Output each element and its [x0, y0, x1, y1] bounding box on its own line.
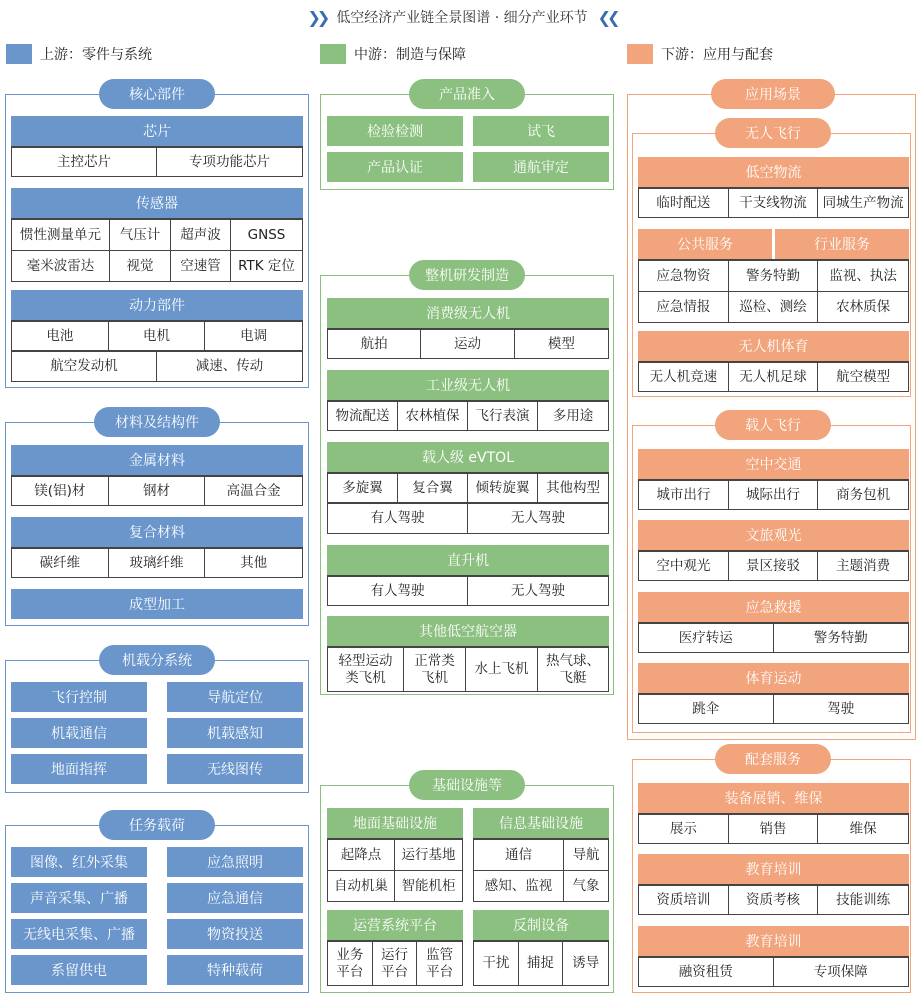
metal-table: [11, 475, 303, 506]
legend-midstream: [320, 44, 466, 64]
cell: 空速管: [171, 250, 231, 281]
cell: 运行平台: [373, 941, 418, 985]
counter-equipment-table: [473, 940, 609, 986]
cell: 航空模型: [818, 362, 908, 391]
block: 应急照明: [167, 847, 303, 877]
block: 通航审定: [473, 152, 609, 182]
cell: 城际出行: [729, 480, 819, 509]
cell: 毫米波雷达: [12, 250, 110, 281]
chevron-left-icon: ❮❮: [597, 7, 617, 27]
cell: 资质考核: [729, 885, 819, 914]
cell: 气压计: [110, 219, 171, 250]
logistics-table: [638, 187, 909, 218]
sports-table: [638, 693, 909, 724]
cell: 捕捉: [519, 941, 564, 985]
cell: 正常类飞机: [404, 647, 466, 691]
legend-swatch: [6, 44, 32, 64]
cell: 监管平台: [417, 941, 462, 985]
evtol-group: [327, 442, 609, 534]
cell: 无人机足球: [729, 362, 819, 391]
block: 无线图传: [167, 754, 303, 784]
cell: 其他构型: [538, 473, 608, 502]
cell: 专项功能芯片: [157, 147, 302, 176]
emergency-rescue-group: [638, 592, 909, 653]
sensor-group: [11, 188, 303, 282]
cell: 运行基地: [395, 839, 462, 870]
evtol-header: 载人级 eVTOL: [327, 442, 609, 472]
cell: 惯性测量单元: [12, 219, 110, 250]
legend-swatch: [320, 44, 346, 64]
sensor-header: 传感器: [11, 188, 303, 218]
cell: 航拍: [328, 329, 421, 358]
cell: 视觉: [110, 250, 171, 281]
page-title: [0, 6, 924, 28]
block: 检验检测: [327, 116, 463, 146]
cell: 警务特勤: [774, 623, 909, 652]
low-altitude-logistics-group: [638, 157, 909, 218]
info-infra-table: [473, 838, 609, 902]
block: 试飞: [473, 116, 609, 146]
cell: 通信: [474, 839, 564, 870]
service-table: [638, 259, 909, 323]
public-industry-service-group: [638, 229, 909, 323]
cell: 减速、传动: [157, 351, 302, 381]
materials-title: 材料及结构件: [94, 407, 220, 437]
infrastructure-title: 基础设施等: [409, 770, 525, 800]
cell: 资质培训: [639, 885, 729, 914]
equipment-table: [638, 813, 909, 844]
finance-group: [638, 926, 909, 987]
product-access-title: 产品准入: [409, 79, 525, 109]
block: 飞行控制: [11, 682, 147, 712]
cell: 碳纤维: [12, 548, 109, 577]
aircraft-rd-title: 整机研发制造: [409, 260, 525, 290]
tourism-header: 文旅观光: [638, 520, 909, 550]
tourism-table: [638, 550, 909, 581]
cell: 飞行表演: [468, 401, 538, 430]
cell: 同城生产物流: [818, 188, 908, 217]
counter-equipment-header: 反制设备: [473, 910, 609, 940]
cell: 无人机竞速: [639, 362, 729, 391]
cell: 有人驾驶: [328, 576, 468, 605]
info-infra-header: 信息基础设施: [473, 808, 609, 838]
education-table: [638, 884, 909, 915]
emergency-rescue-header: 应急救援: [638, 592, 909, 622]
block: 系留供电: [11, 955, 147, 985]
ground-infra-group: [327, 808, 463, 902]
air-traffic-group: [638, 449, 909, 510]
cell: 跳伞: [639, 694, 774, 723]
cell: 农林质保: [818, 291, 908, 322]
cell: 起降点: [328, 839, 395, 870]
sports-header: 体育运动: [638, 663, 909, 693]
finance-header: 教育培训: [638, 926, 909, 956]
chevron-right-icon: ❯❯: [307, 7, 327, 27]
power-table-row2: [11, 351, 303, 382]
payload-title: 任务载荷: [99, 810, 215, 840]
metal-header: 金属材料: [11, 445, 303, 475]
helicopter-header: 直升机: [327, 545, 609, 575]
cell: 电调: [205, 321, 302, 350]
cell: 应急物资: [639, 260, 729, 291]
cell: 钢材: [109, 476, 206, 505]
legend-swatch: [627, 44, 653, 64]
cell: 超声波: [171, 219, 231, 250]
drone-sports-table: [638, 361, 909, 392]
onboard-systems-grid: [11, 682, 303, 784]
cell: 空中观光: [639, 551, 729, 580]
cell: 气象: [564, 870, 608, 901]
cell: 融资租赁: [639, 957, 774, 986]
cell: 镁(铝)材: [12, 476, 109, 505]
consumer-drone-group: [327, 298, 609, 359]
cell: 专项保障: [774, 957, 909, 986]
cell: 无人驾驶: [468, 503, 608, 533]
finance-table: [638, 956, 909, 987]
evtol-table-row2: [327, 503, 609, 534]
power-table-row1: [11, 320, 303, 351]
cell: 巡检、测绘: [729, 291, 819, 322]
block: 机载通信: [11, 718, 147, 748]
cell: 玻璃纤维: [109, 548, 206, 577]
drone-sports-header: 无人机体育: [638, 331, 909, 361]
composite-group: [11, 517, 303, 578]
cell: 水上飞机: [466, 647, 538, 691]
chip-group: [11, 116, 303, 177]
cell: 维保: [818, 814, 908, 843]
ops-platform-table: [327, 940, 463, 986]
helicopter-group: [327, 545, 609, 606]
cell: RTK 定位: [231, 250, 302, 281]
cell: 展示: [639, 814, 729, 843]
onboard-systems-title: 机载分系统: [99, 645, 215, 675]
cell: 业务平台: [328, 941, 373, 985]
manned-flight-title: 载人飞行: [715, 410, 831, 440]
cell: 监视、执法: [818, 260, 908, 291]
cell: GNSS: [231, 219, 302, 250]
block: 导航定位: [167, 682, 303, 712]
equipment-header: 装备展销、维保: [638, 783, 909, 813]
other-aircraft-table: [327, 646, 609, 692]
cell: 多旋翼: [328, 473, 398, 502]
application-scenarios-title: 应用场景: [711, 79, 835, 109]
cell: 轻型运动类飞机: [328, 647, 404, 691]
cell: 自动机巢: [328, 870, 395, 901]
education-group: [638, 854, 909, 915]
legend-upstream: [6, 44, 152, 64]
block: 图像、红外采集: [11, 847, 147, 877]
cell: 智能机柜: [395, 870, 462, 901]
cell: 导航: [564, 839, 608, 870]
public-service-header: 公共服务: [638, 229, 772, 259]
block: 应急通信: [167, 883, 303, 913]
cell: 有人驾驶: [328, 503, 468, 533]
block: 声音采集、广播: [11, 883, 147, 913]
cell: 电池: [12, 321, 109, 350]
cell: 驾驶: [774, 694, 909, 723]
cell: 干支线物流: [729, 188, 819, 217]
cell: 警务特勤: [729, 260, 819, 291]
unmanned-flight-title: 无人飞行: [715, 118, 831, 148]
ops-platform-header: 运营系统平台: [327, 910, 463, 940]
composite-table: [11, 547, 303, 578]
ground-infra-header: 地面基础设施: [327, 808, 463, 838]
cell: 倾转旋翼: [468, 473, 538, 502]
cell: 临时配送: [639, 188, 729, 217]
consumer-header: 消费级无人机: [327, 298, 609, 328]
cell: 诱导: [563, 941, 608, 985]
legend-downstream: [627, 44, 773, 64]
product-access-grid: [327, 116, 609, 182]
cell: 复合翼: [398, 473, 468, 502]
cell: 销售: [729, 814, 819, 843]
industrial-header: 工业级无人机: [327, 370, 609, 400]
cell: 感知、监视: [474, 870, 564, 901]
drone-sports-group: [638, 331, 909, 392]
chip-header: 芯片: [11, 116, 303, 146]
industrial-table: [327, 400, 609, 431]
block: 物资投送: [167, 919, 303, 949]
cell: 干扰: [474, 941, 519, 985]
legend-label: 上游：零件与系统: [40, 47, 152, 63]
legend-label: 中游：制造与保障: [354, 47, 466, 63]
sensor-table: [11, 218, 303, 282]
block: 产品认证: [327, 152, 463, 182]
logistics-header: 低空物流: [638, 157, 909, 187]
payload-grid: [11, 847, 303, 985]
cell: 城市出行: [639, 480, 729, 509]
power-group: [11, 290, 303, 382]
consumer-table: [327, 328, 609, 359]
cell: 技能训练: [818, 885, 908, 914]
cell: 应急情报: [639, 291, 729, 322]
air-traffic-header: 空中交通: [638, 449, 909, 479]
tourism-group: [638, 520, 909, 581]
cell: 热气球、飞艇: [538, 647, 608, 691]
equipment-group: [638, 783, 909, 844]
cell: 模型: [515, 329, 608, 358]
composite-header: 复合材料: [11, 517, 303, 547]
chip-table: [11, 146, 303, 177]
block: 地面指挥: [11, 754, 147, 784]
sports-group: [638, 663, 909, 724]
service-headers: [638, 229, 909, 259]
core-components-title: 核心部件: [99, 79, 215, 109]
ops-platform-group: [327, 910, 463, 986]
title-text: 低空经济产业链全景图谱 · 细分产业环节: [336, 10, 588, 26]
legend-label: 下游：应用与配套: [661, 47, 773, 63]
education-header: 教育培训: [638, 854, 909, 884]
emergency-rescue-table: [638, 622, 909, 653]
info-infra-group: [473, 808, 609, 902]
air-traffic-table: [638, 479, 909, 510]
industry-service-header: 行业服务: [775, 229, 909, 259]
cell: 医疗转运: [639, 623, 774, 652]
counter-equipment-group: [473, 910, 609, 986]
industrial-drone-group: [327, 370, 609, 431]
cell: 高温合金: [205, 476, 302, 505]
cell: 运动: [421, 329, 514, 358]
cell: 多用途: [538, 401, 608, 430]
evtol-table-row1: [327, 472, 609, 503]
cell: 电机: [109, 321, 206, 350]
forming-block: 成型加工: [11, 589, 303, 619]
ground-infra-table: [327, 838, 463, 902]
cell: 主题消费: [818, 551, 908, 580]
other-aircraft-group: [327, 616, 609, 692]
cell: 商务包机: [818, 480, 908, 509]
power-header: 动力部件: [11, 290, 303, 320]
cell: 其他: [205, 548, 302, 577]
cell: 农林植保: [398, 401, 468, 430]
cell: 航空发动机: [12, 351, 157, 381]
block: 无线电采集、广播: [11, 919, 147, 949]
cell: 物流配送: [328, 401, 398, 430]
metal-group: [11, 445, 303, 506]
cell: 主控芯片: [12, 147, 157, 176]
cell: 景区接驳: [729, 551, 819, 580]
cell: 无人驾驶: [468, 576, 608, 605]
other-aircraft-header: 其他低空航空器: [327, 616, 609, 646]
helicopter-table: [327, 575, 609, 606]
block: 特种载荷: [167, 955, 303, 985]
support-services-title: 配套服务: [715, 744, 831, 774]
block: 机载感知: [167, 718, 303, 748]
